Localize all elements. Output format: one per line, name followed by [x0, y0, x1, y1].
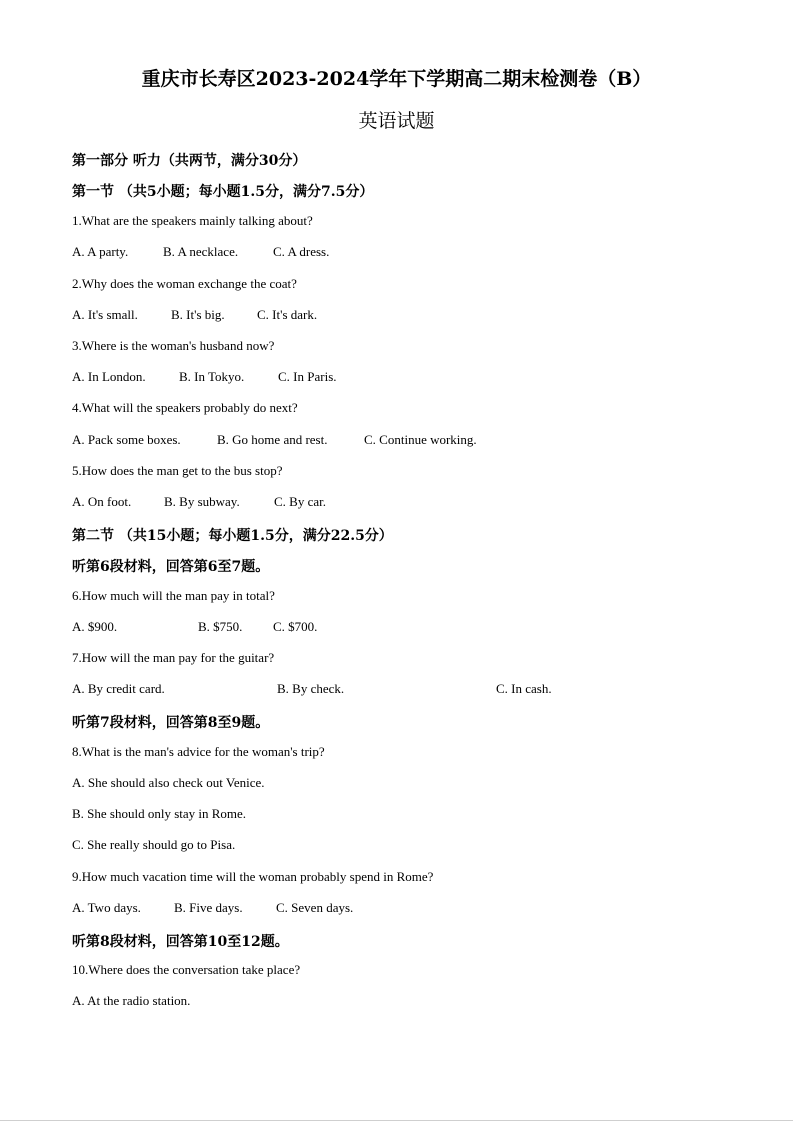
q9-option-b: B. Five days.: [174, 900, 243, 915]
q4-option-c: C. Continue working.: [364, 432, 477, 447]
q6-option-c: C. $700.: [273, 619, 318, 634]
q5-option-c: C. By car.: [274, 494, 326, 509]
q3-option-b: B. In Tokyo.: [179, 369, 245, 384]
q9-option-a: A. Two days.: [72, 900, 141, 915]
question-6: 6.How much will the man pay in total?: [72, 588, 275, 603]
q2-option-a: A. It's small.: [72, 307, 138, 322]
q5-option-a: A. On foot.: [72, 494, 132, 509]
exam-subtitle: 英语试题: [358, 110, 435, 132]
question-10: 10.Where does the conversation take place?: [72, 962, 301, 977]
q1-option-b: B. A necklace.: [163, 244, 239, 259]
section1-heading: 第一节 （共5小题；每小题1.5分，满分7.5分）: [72, 184, 374, 200]
question-9: 9.How much vacation time will the woman probably spend in Rome?: [72, 869, 434, 884]
section2-heading: 第二节 （共15小题；每小题1.5分，满分22.5分）: [72, 528, 393, 544]
group-7-heading: 听第7段材料，回答第8至9题。: [72, 715, 270, 731]
group-6-heading: 听第6段材料，回答第6至7题。: [72, 559, 270, 575]
q8-option-c: C. She really should go to Pisa.: [72, 837, 236, 852]
q3-option-c: C. In Paris.: [278, 369, 337, 384]
page-bottom-divider: [0, 1120, 793, 1121]
q2-option-b: B. It's big.: [171, 307, 225, 322]
q7-option-a: A. By credit card.: [72, 681, 165, 696]
q1-option-c: C. A dress.: [273, 244, 330, 259]
question-2: 2.Why does the woman exchange the coat?: [72, 276, 297, 291]
q4-option-a: A. Pack some boxes.: [72, 432, 181, 447]
question-7: 7.How will the man pay for the guitar?: [72, 650, 275, 665]
q9-option-c: C. Seven days.: [276, 900, 354, 915]
part1-heading: 第一部分 听力（共两节，满分30分）: [72, 153, 307, 169]
q3-option-a: A. In London.: [72, 369, 146, 384]
q6-option-b: B. $750.: [198, 619, 243, 634]
q4-option-b: B. Go home and rest.: [217, 432, 328, 447]
group-8-heading: 听第8段材料，回答第10至12题。: [72, 934, 289, 950]
question-3: 3.Where is the woman's husband now?: [72, 338, 275, 353]
q7-option-c: C. In cash.: [496, 681, 552, 696]
q8-option-b: B. She should only stay in Rome.: [72, 806, 247, 821]
exam-title: 重庆市长寿区2023-2024学年下学期高二期末检测卷（B）: [141, 68, 652, 90]
q2-option-c: C. It's dark.: [257, 307, 318, 322]
question-1: 1.What are the speakers mainly talking about?: [72, 213, 313, 228]
q10-option-a: A. At the radio station.: [72, 993, 191, 1008]
q7-option-b: B. By check.: [277, 681, 345, 696]
q5-option-b: B. By subway.: [164, 494, 240, 509]
question-8: 8.What is the man's advice for the woman's trip?: [72, 744, 325, 759]
q6-option-a: A. $900.: [72, 619, 118, 634]
q1-option-a: A. A party.: [72, 244, 129, 259]
question-5: 5.How does the man get to the bus stop?: [72, 463, 283, 478]
q8-option-a: A. She should also check out Venice.: [72, 775, 265, 790]
question-4: 4.What will the speakers probably do next?: [72, 400, 298, 415]
